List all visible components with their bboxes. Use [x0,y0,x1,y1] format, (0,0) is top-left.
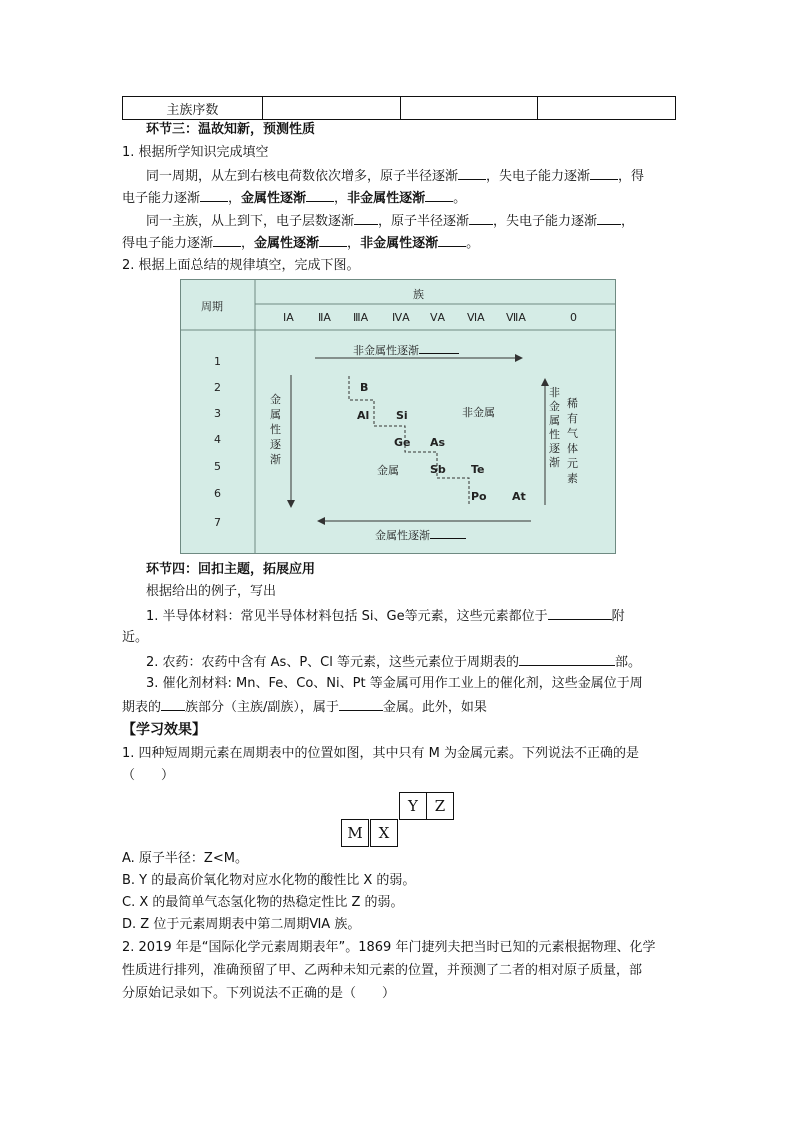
period-label: 2 [214,381,221,394]
option-d[interactable]: D. Z 位于元素周期表中第二周期ⅥA 族。 [122,917,361,932]
group-label: 0 [570,311,577,324]
text: 非金属性逐渐 [347,191,426,206]
blank-field[interactable] [419,342,459,354]
text: ，原子半径逐渐 [378,214,470,229]
element-at: At [512,490,526,503]
group-label: ⅢA [353,311,369,324]
s4-item2 [146,651,702,673]
option-b[interactable]: B. Y 的最高价氧化物对应水化物的酸性比 X 的弱。 [122,873,416,888]
group-label: ⅥA [467,311,485,324]
main-group-table [122,96,676,120]
period-label: 6 [214,487,221,500]
section4-title: 环节四：回扣主题，拓展应用 [146,562,316,577]
text: ， [228,191,242,206]
blank-field[interactable] [469,210,493,225]
metal-label: 金属 [377,464,399,477]
blank-field[interactable] [354,210,378,225]
q1-line4 [122,232,678,254]
section4-intro: 根据给出的例子，写出 [146,584,277,599]
s4-item3: 3. 催化剂材料: Mn、Fe、Co、Ni、Pt 等金属可用作工业上的催化剂，这些金属位于周 [146,676,643,691]
element-sb: Sb [430,463,446,476]
bottom-arrow-label [375,527,466,543]
text: ， [241,236,255,251]
grid-cell-x: X [370,819,398,847]
effect-title: 【学习效果】 [122,722,206,738]
text: ，失电子能力逐渐 [493,214,598,229]
text: 。 [453,191,467,206]
top-arrow-label [353,342,459,358]
element-al: Al [357,409,370,422]
effect-q2-line2: 性质进行排列，准确预留了甲、乙两种未知元素的位置，并预测了二者的相对原子质量，部 [122,963,643,978]
text: 金属性逐渐 [375,529,430,542]
effect-q2-line3: 分原始记录如下。下列说法不正确的是（ ） [122,986,396,1001]
element-b: B [360,381,369,394]
table-row-header [123,97,262,119]
blank-field[interactable] [339,696,383,711]
element-te: Te [471,463,485,476]
nonmetal-label: 非金属 [462,406,495,419]
option-a[interactable]: A. 原子半径：Z<M。 [122,851,248,866]
blank-field[interactable] [425,187,453,202]
q1-line3 [146,210,702,232]
q2-label: 2. 根据上面总结的规律填空，完成下图。 [122,258,360,273]
period-label: 7 [214,516,221,529]
period-header: 周期 [201,300,223,313]
effect-q1-stem: 1. 四种短周期元素在周期表中的位置如图，其中只有 M 为金属元素。下列说法不正确的是 [122,746,640,761]
period-label: 5 [214,460,221,473]
text: ， [347,236,361,251]
blank-field[interactable] [430,527,466,539]
effect-q1-paren: （ ） [122,768,175,783]
grid-cell-m: M [341,819,369,847]
text: 同一周期，从左到右核电荷数依次增多，原子半径逐渐 [146,169,459,184]
group-label: ⅦA [506,311,526,324]
period-label: 4 [214,433,221,446]
text: 电子能力逐渐 [122,191,201,206]
text: ， [621,214,635,229]
table-cell [262,97,400,119]
group-label: ⅡA [318,311,331,324]
text: 族部分（主族/副族），属于 [185,700,339,715]
grid-cell-y: Y [399,792,427,820]
text: 金属性逐渐 [254,236,320,251]
text: 期表的 [122,700,162,715]
text: 同一主族，从上到下，电子层数逐渐 [146,214,355,229]
element-as: As [430,436,446,449]
q1-line2 [122,187,678,209]
text: ，失电子能力逐渐 [486,169,591,184]
s4-item3-cont [122,696,678,718]
text: 1. 半导体材料：常见半导体材料包括 Si、Ge等元素，这些元素都位于 [146,609,548,624]
text: 2. 农药：农药中含有 As、P、Cl 等元素，这些元素位于周期表的 [146,655,519,670]
s4-item1-cont: 近。 [122,630,149,645]
text: 金属性逐渐 [241,191,307,206]
blank-field[interactable] [597,210,621,225]
element-po: Po [471,490,487,503]
text: 得电子能力逐渐 [122,236,214,251]
blank-field[interactable] [319,232,347,247]
table-cell [537,97,675,119]
option-c[interactable]: C. X 的最简单气态氢化物的热稳定性比 Z 的弱。 [122,895,404,910]
s4-item1 [146,605,702,627]
blank-field[interactable] [438,232,466,247]
table-cell [400,97,538,119]
text: ，得 [618,169,645,184]
row-header-text: 主族序数 [166,102,219,118]
group-header: 族 [413,288,424,301]
element-ge: Ge [394,436,411,449]
text: 。 [466,236,480,251]
blank-field[interactable] [200,187,228,202]
blank-field[interactable] [590,165,618,180]
blank-field[interactable] [213,232,241,247]
period-label: 3 [214,407,221,420]
section3-title: 环节三：温故知新，预测性质 [146,122,316,137]
text: 部。 [615,655,642,670]
blank-field[interactable] [306,187,334,202]
periodic-trend-chart [180,279,616,554]
blank-field[interactable] [548,605,612,620]
grid-cell-z: Z [426,792,454,820]
noble-gas-label: 稀有气体元素 [567,397,578,485]
text: 非金属性逐渐 [360,236,439,251]
text: 附 [611,609,625,624]
text: 非金属性逐渐 [353,344,419,357]
q1-line1 [146,165,702,187]
text: ， [334,191,348,206]
group-label: ⅤA [430,311,446,324]
q1-label: 1. 根据所学知识完成填空 [122,145,269,160]
right-vertical-label: 非金属性逐渐 [549,386,560,469]
effect-q2-line1: 2. 2019 年是“国际化学元素周期表年”。1869 年门捷列夫把当时已知的元素根据物理、化学 [122,940,656,955]
blank-field[interactable] [519,651,615,666]
text: 金属。此外，如果 [382,700,487,715]
group-label: ⅣA [392,311,410,324]
blank-field[interactable] [161,696,185,711]
element-si: Si [396,409,408,422]
period-label: 1 [214,355,221,368]
left-vertical-label: 金属性逐渐 [270,393,281,466]
group-label: ⅠA [283,311,294,324]
blank-field[interactable] [458,165,486,180]
